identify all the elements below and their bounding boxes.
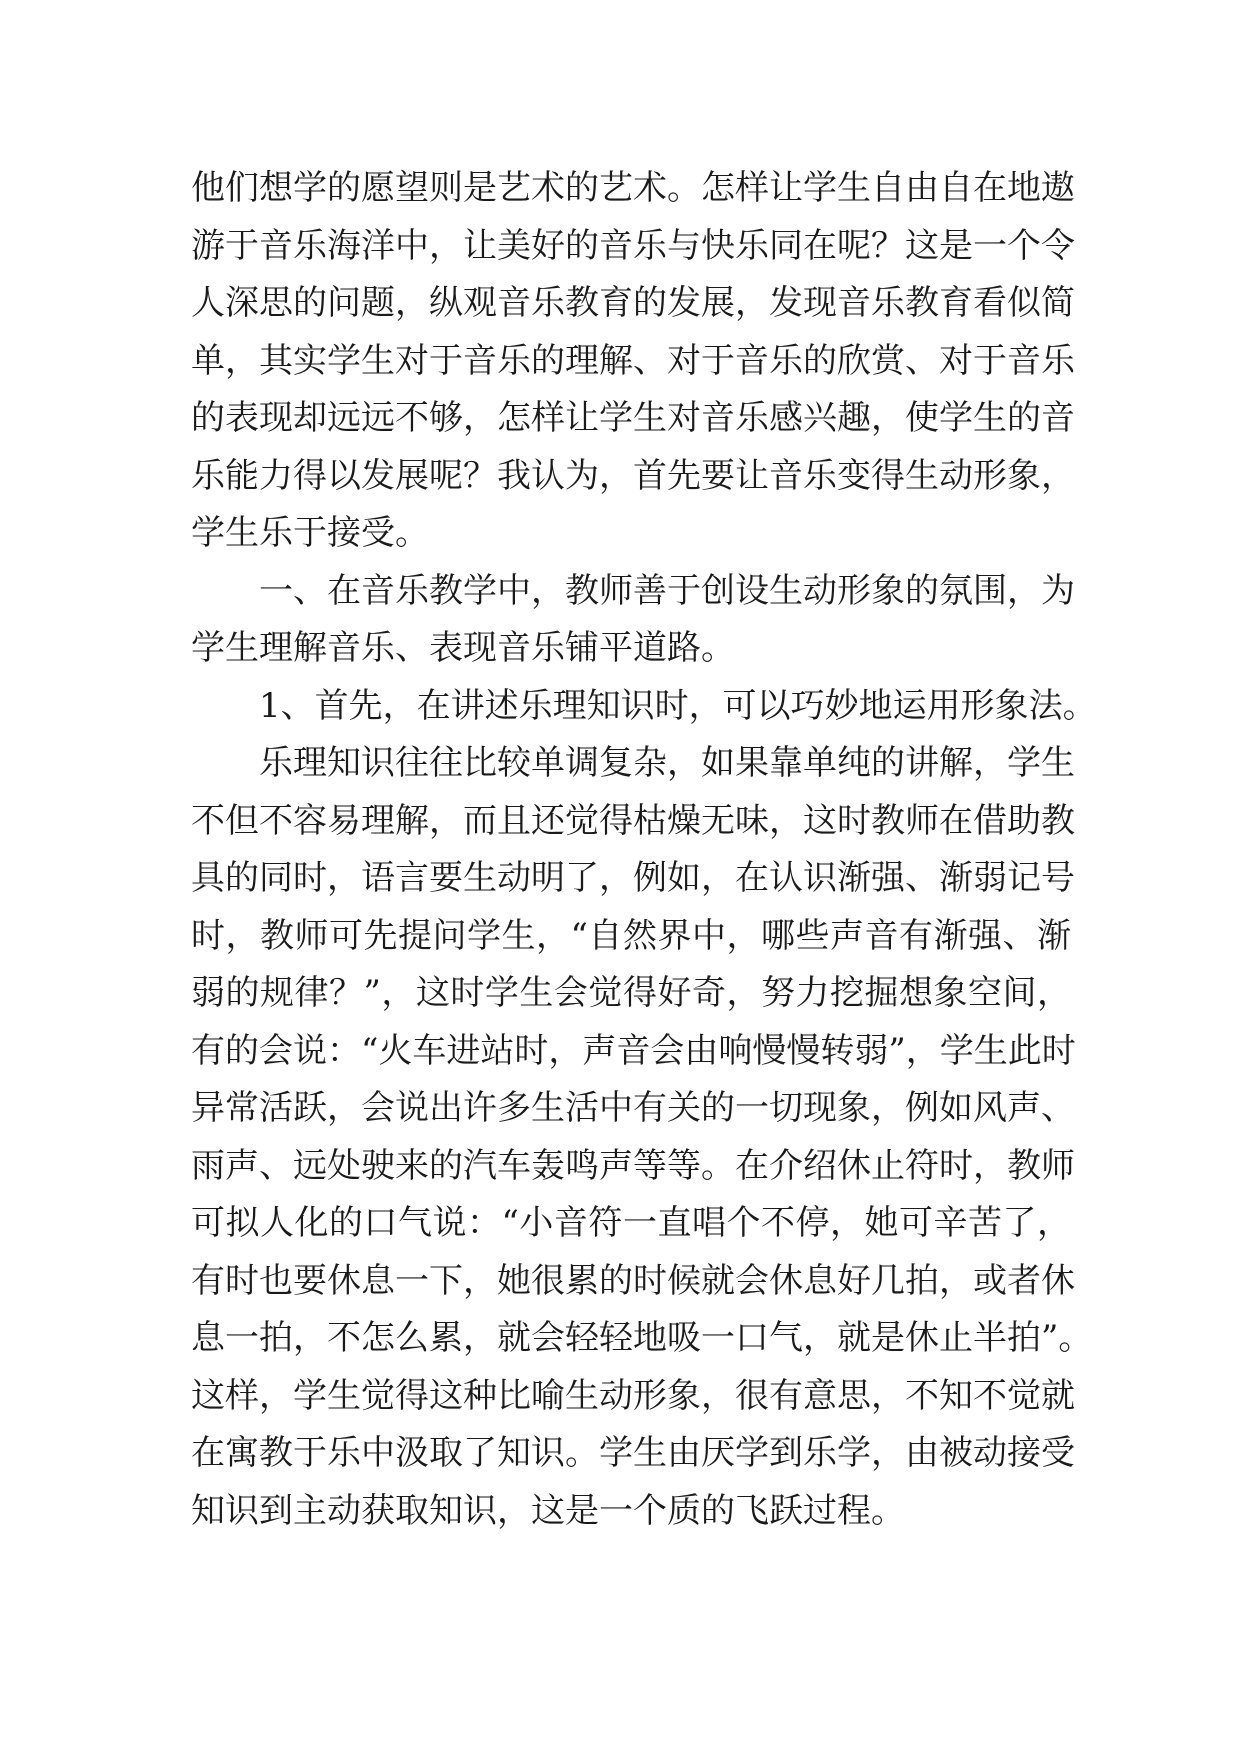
text-line: 人深思的问题，纵观音乐教育的发展，发现音乐教育看似简 — [191, 283, 1075, 323]
text-line: 可拟人化的口气说：“小音符一直唱个不停，她可辛苦了， — [191, 1203, 1071, 1243]
text-line: 单，其实学生对于音乐的理解、对于音乐的欣赏、对于音乐 — [191, 340, 1075, 381]
text-line: 的表现却远远不够，怎样让学生对音乐感兴趣，使学生的音 — [191, 398, 1075, 438]
body-text — [191, 160, 1097, 1540]
text-line: 一、在音乐教学中，教师善于创设生动形象的氛围，为 — [259, 570, 1075, 611]
text-line: 雨声、远处驶来的汽车轰鸣声等等。在介绍休止符时，教师 — [191, 1145, 1075, 1186]
text-line: 游于音乐海洋中，让美好的音乐与快乐同在呢？这是一个令 — [191, 225, 1075, 266]
text-line: 有的会说：“火车进站时，声音会由响慢慢转弱”，学生此时 — [191, 1030, 1076, 1071]
text-line: 1、首先，在讲述乐理知识时，可以巧妙地运用形象法。 — [259, 685, 1097, 726]
text-line: 息一拍，不怎么累，就会轻轻地吸一口气，就是休止半拍”。 — [191, 1318, 1093, 1358]
text-line: 学生理解音乐、表现音乐铺平道路。 — [191, 628, 735, 668]
text-line: 乐能力得以发展呢？我认为，首先要让音乐变得生动形象， — [191, 455, 1075, 496]
text-line: 乐理知识往往比较单调复杂，如果靠单纯的讲解，学生 — [259, 743, 1075, 783]
text-line: 弱的规律？”，这时学生会觉得好奇，努力挖掘想象空间， — [191, 973, 1071, 1013]
text-line: 学生乐于接受。 — [191, 513, 429, 553]
text-line: 异常活跃，会说出许多生活中有关的一切现象，例如风声、 — [191, 1088, 1075, 1128]
text-line: 有时也要休息一下，她很累的时候就会休息好几拍，或者休 — [191, 1260, 1075, 1301]
text-line: 不但不容易理解，而且还觉得枯燥无味，这时教师在借助教 — [191, 800, 1075, 841]
text-line: 这样，学生觉得这种比喻生动形象，很有意思，不知不觉就 — [191, 1375, 1075, 1416]
text-line: 知识到主动获取知识，这是一个质的飞跃过程。 — [191, 1490, 905, 1531]
text-line: 具的同时，语言要生动明了，例如，在认识渐强、渐弱记号 — [191, 858, 1075, 898]
text-line: 他们想学的愿望则是艺术的艺术。怎样让学生自由自在地遨 — [191, 168, 1075, 208]
text-line: 在寓教于乐中汲取了知识。学生由厌学到乐学，由被动接受 — [191, 1433, 1075, 1473]
text-line: 时，教师可先提问学生，“自然界中，哪些声音有渐强、渐 — [191, 915, 1071, 956]
